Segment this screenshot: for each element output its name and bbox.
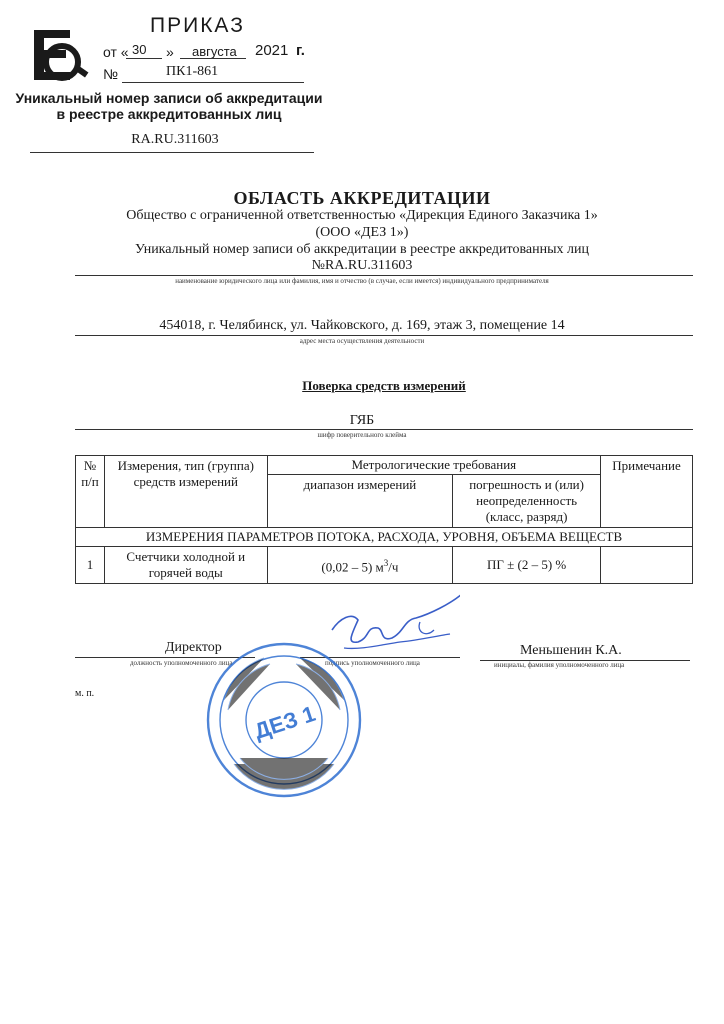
- company-stamp-icon: [204, 640, 364, 800]
- date-mid: »: [166, 44, 174, 60]
- org-caption: наименование юридического лица или фамилия, имя и отчество (в случае, если имеется) индивидуального предпринимателя: [175, 277, 549, 285]
- header-error: погрешность и (или) неопределенность (класс, разряд): [453, 475, 601, 528]
- org-full-name: Общество с ограниченной ответственностью «Дирекция Единого Заказчика 1»: [126, 208, 598, 223]
- header-no: № п/п: [76, 456, 105, 528]
- header-type: Измерения, тип (группа) средств измерений: [104, 456, 267, 528]
- cipher-caption: шифр поверительного клейма: [317, 431, 407, 439]
- position-caption: должность уполномоченного лица: [130, 659, 233, 667]
- stamp-center-text: ДЕЗ 1: [251, 700, 319, 744]
- cipher: ГЯБ: [349, 413, 375, 428]
- row-type: Счетчики холодной и горячей воды: [104, 547, 267, 584]
- row-error: ПГ ± (2 – 5) %: [453, 547, 601, 584]
- order-month: августа: [192, 44, 237, 59]
- header-range: диапазон измерений: [267, 475, 453, 528]
- address-caption: адрес места осуществления деятельности: [299, 337, 425, 345]
- header-note: Примечание: [601, 456, 693, 528]
- number-prefix: №: [103, 66, 119, 82]
- company-logo-icon: [26, 24, 96, 88]
- order-title: ПРИКАЗ: [150, 14, 245, 37]
- order-year: 2021: [255, 42, 289, 59]
- name-caption: инициалы, фамилия уполномоченного лица: [494, 661, 625, 669]
- address: 454018, г. Челябинск, ул. Чайковского, д. 169, этаж 3, помещение 14: [159, 318, 565, 333]
- seal-place: м. п.: [75, 688, 95, 699]
- requirements-table: [75, 455, 693, 584]
- signatory-name: Меньшенин К.А.: [520, 643, 622, 658]
- order-day: 30: [132, 42, 147, 57]
- row-range: (0,02 – 5) $м^3/ч$: [267, 547, 453, 584]
- row-no: 1: [76, 547, 105, 584]
- table-row: [76, 547, 693, 584]
- section-title: Поверка средств измерений: [302, 378, 466, 393]
- group-row: ИЗМЕРЕНИЯ ПАРАМЕТРОВ ПОТОКА, РАСХОДА, УРОВНЯ, ОБЪЕМА ВЕЩЕСТВ: [76, 528, 693, 547]
- header-unique-number: RA.RU.311603: [131, 132, 219, 147]
- document-title: ОБЛАСТЬ АККРЕДИТАЦИИ: [233, 188, 491, 208]
- order-year-suffix: г.: [296, 42, 305, 59]
- date-prefix: от «: [103, 44, 129, 60]
- org-short-name: (ООО «ДЕЗ 1»): [315, 225, 409, 240]
- org-unique-line: Уникальный номер записи об аккредитации в реестре аккредитованных лиц: [135, 242, 589, 257]
- sign-caption: подпись уполномоченного лица: [325, 659, 420, 667]
- header-unique-text: Уникальный номер записи об аккредитации в реестре аккредитованных лиц: [15, 90, 323, 122]
- signatory-position: Директор: [165, 640, 222, 655]
- row-note: [601, 547, 693, 584]
- org-unique-number: №RA.RU.311603: [311, 258, 413, 273]
- order-number: ПК1-861: [166, 64, 219, 79]
- header-metro: Метрологические требования: [267, 456, 600, 475]
